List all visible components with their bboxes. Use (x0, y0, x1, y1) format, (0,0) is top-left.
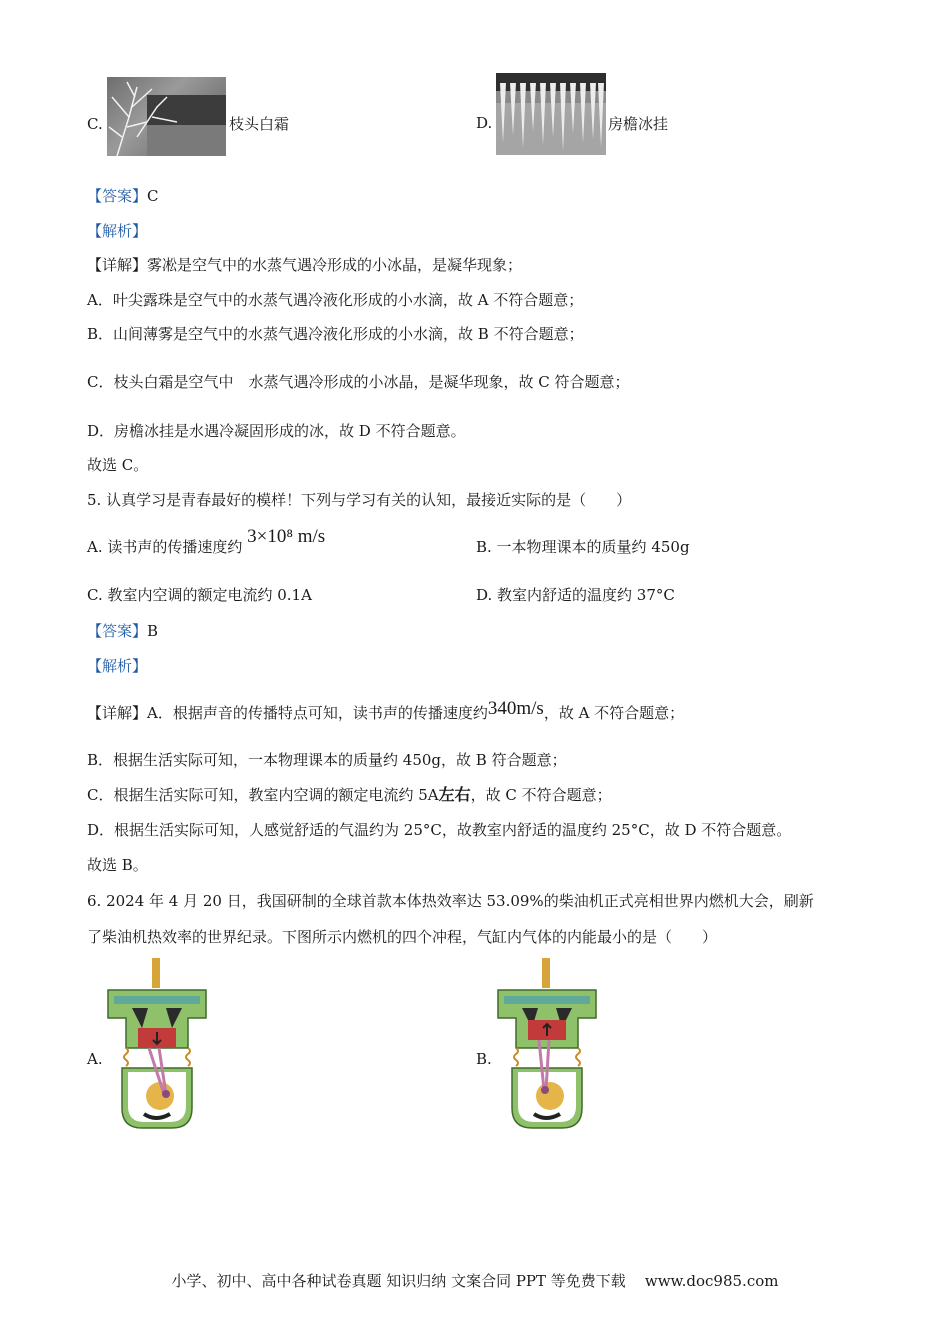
answer-tag: 【答案】 (87, 622, 148, 640)
detail-a-text: A．根据声音的传播特点可知，读书声的传播速度约 (147, 704, 488, 722)
engine-stroke-b-image (494, 958, 600, 1130)
q4-analysis-tag: 【解析】 (87, 222, 148, 240)
q4-conclusion: 故选 C。 (87, 456, 149, 474)
q4-answer (87, 186, 159, 206)
q5-option-b: B. 一本物理课本的质量约 450g (476, 538, 690, 556)
engine-stroke-a-image (104, 958, 210, 1130)
line-c-text: C．根据生活实际可知，教室内空调的额定电流约 5A (87, 786, 439, 804)
q5-option-d: D. 教室内舒适的温度约 37°C (476, 586, 675, 604)
answer-tag: 【答案】 (87, 187, 148, 205)
option-d-label: 房檐冰挂 (608, 115, 669, 133)
detail-a-formula: 340m/s (487, 698, 544, 719)
answer-value: C (147, 187, 159, 205)
q5-line-b: B．根据生活实际可知，一本物理课本的质量约 450g，故 B 符合题意； (87, 751, 567, 769)
q5-line-d: D．根据生活实际可知，人感觉舒适的气温约为 25°C，故教室内舒适的温度约 25°C，故 D 不符合题意。 (87, 821, 792, 839)
answer-value: B (147, 622, 159, 640)
option-c-letter: C. (87, 115, 103, 133)
option-c-label: 枝头白霜 (229, 115, 290, 133)
detail-a-tail: ，故 A 不符合题意； (543, 704, 685, 722)
page-footer (0, 1270, 950, 1291)
q5-option-a (87, 526, 326, 557)
icicles-eaves-image (496, 73, 606, 155)
detail-tag: 【详解】 (87, 704, 148, 722)
line-c-tail: ，故 C 不符合题意； (470, 786, 612, 804)
frost-branch-image (107, 77, 226, 156)
q5-option-c: C. 教室内空调的额定电流约 0.1A (87, 586, 312, 604)
q5-analysis-tag: 【解析】 (87, 657, 148, 675)
q5-conclusion: 故选 B。 (87, 856, 148, 874)
q5-answer (87, 621, 158, 641)
q6-stem-line2: 了柴油机热效率的世界纪录。下图所示内燃机的四个冲程，气缸内气体的内能最小的是（ ） (87, 928, 718, 946)
option-d-letter: D. (476, 114, 493, 132)
q5-option-a-formula: 3×10⁸ m/s (247, 526, 326, 547)
q5-stem: 5. 认真学习是青春最好的模样！下列与学习有关的认知，最接近实际的是（ ） (87, 491, 632, 509)
footer-text: 小学、初中、高中各种试卷真题 知识归纳 文案合同 PPT 等免费下载 (171, 1272, 626, 1290)
q4-line-a: A．叶尖露珠是空气中的水蒸气遇冷液化形成的小水滴，故 A 不符合题意； (87, 291, 584, 309)
q4-detail: 【详解】雾凇是空气中的水蒸气遇冷形成的小冰晶，是凝华现象； (87, 256, 523, 274)
q5-line-c (87, 785, 612, 805)
line-c-bold: 左右 (438, 785, 471, 804)
footer-url[interactable]: www.doc985.com (644, 1272, 779, 1290)
q6-option-a: A. (87, 1050, 103, 1068)
q5-option-a-text: A. 读书声的传播速度约 (87, 538, 243, 556)
q6-stem-line1: 6. 2024 年 4 月 20 日，我国研制的全球首款本体热效率达 53.09%的柴油机正式亮相世界内燃机大会，刷新 (87, 892, 814, 910)
q4-line-d: D．房檐冰挂是水遇冷凝固形成的冰，故 D 不符合题意。 (87, 422, 466, 440)
q5-detail-a (87, 698, 685, 723)
q6-option-b: B. (476, 1050, 492, 1068)
q4-line-c: C．枝头白霜是空气中 水蒸气遇冷形成的小冰晶，是凝华现象，故 C 符合题意； (87, 373, 630, 391)
q4-line-b: B．山间薄雾是空气中的水蒸气遇冷液化形成的小水滴，故 B 不符合题意； (87, 325, 584, 343)
